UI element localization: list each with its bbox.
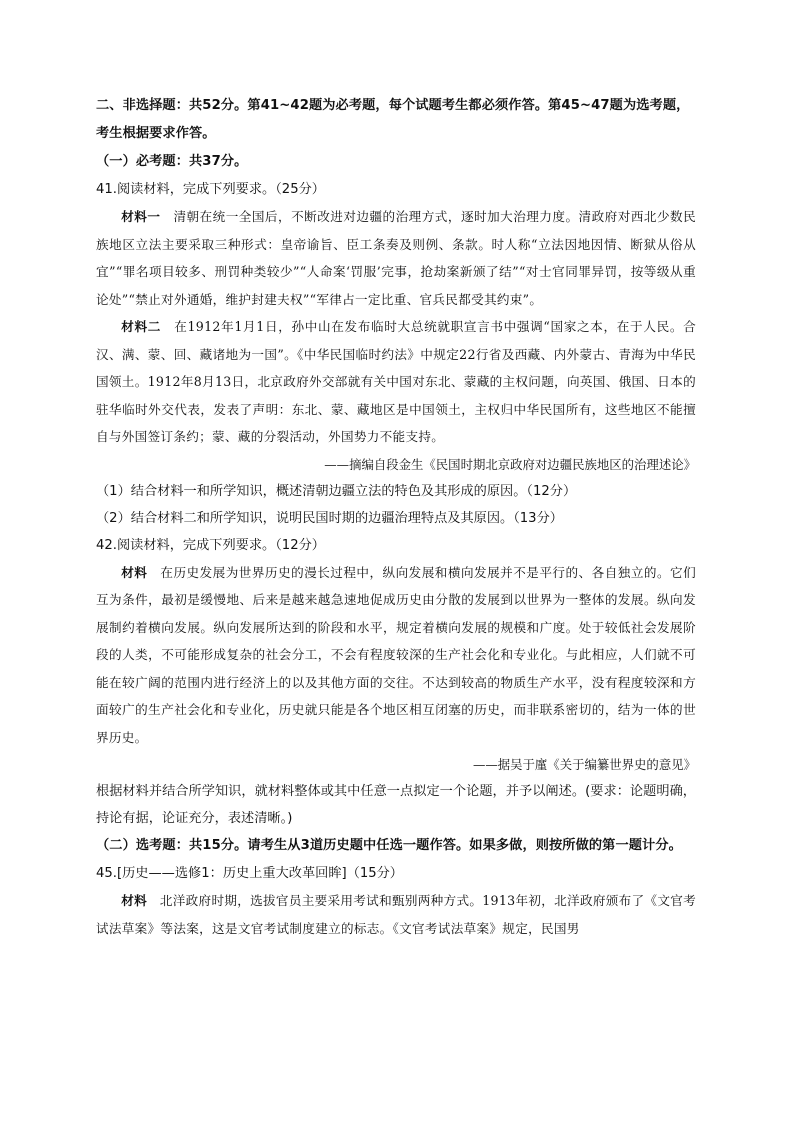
q45-prompt: 45.[历史——选修1：历史上重大改革回眸]（15分） (96, 866, 403, 881)
q41-source: ——摘编自段金生《民国时期北京政府对边疆民族地区的治理述论》 (324, 456, 696, 472)
q41-material-1-text: 清朝在统一全国后，不断改进对边疆的治理方式，逐时加大治理力度。清政府对西北少数民族地区立法主要采取三种形式：皇帝谕旨、臣工条奏及则例、条款。时人称“立法因地因情、断狱从俗从宜”“罪名项目较多、刑罚种类较少”“人命案‘罚服’完事，抢劫案新颁了结”“对士官同罪异罚，按等级从重论处”“禁止对外通婚，维护封建夫权”“军律占一定比重、官兵民都受其约束”。 (96, 209, 696, 307)
section-heading: 二、非选择题：共52分。第41~42题为必考题，每个试题考生都必须作答。第45~47题为选考题，考生根据要求作答。 (96, 98, 690, 141)
q41-material-2-text: 在1912年1月1日，孙中山在发布临时大总统就职宣言书中强调“国家之本，在于人民。合汉、满、蒙、回、藏诸地为一国”。《中华民国临时约法》中规定22行省及西藏、内外蒙古、青海为中华民国领土。1912年8月13日，北京政府外交部就有关中国对东北、蒙藏的主权问题，向英国、俄国、日本的驻华临时外交代表，发表了声明：东北、蒙、藏地区是中国领土，主权归中华民国所有，这些地区不能擅自与外国签订条约；蒙、藏的分裂活动，外国势力不能支持。 (96, 319, 696, 444)
q41-prompt: 41.阅读材料，完成下列要求。（25分） (96, 182, 325, 197)
q45-material-label: 材料 (121, 893, 147, 908)
q45-material-text: 北洋政府时期，选拔官员主要采用考试和甄别两种方式。1913年初，北洋政府颁布了《文官考试法草案》等法案，这是文官考试制度建立的标志。《文官考试法草案》规定，民国男 (96, 893, 696, 936)
q41-material-1-label: 材料一 (121, 209, 161, 224)
q42-prompt: 42.阅读材料，完成下列要求。（12分） (96, 537, 325, 553)
q42-source: ——据吴于廑《关于编纂世界史的意见》 (472, 757, 696, 772)
q42-material-label: 材料 (121, 564, 148, 580)
elective-heading: （二）选考题：共15分。请考生从3道历史题中任选一题作答。如果多做，则按所做的第一题计分。 (96, 838, 682, 853)
q42-task: 根据材料并结合所学知识，就材料整体或其中任意一点拟定一个论题，并予以阐述。(要求：论题明确，持论有据，论证充分，表述清晰。) (96, 784, 696, 826)
q41-material-2 (96, 313, 696, 451)
q42-material (96, 559, 696, 752)
q45-material (96, 887, 696, 942)
q41-sub-question-2: （2）结合材料二和所学知识，说明民国时期的边疆治理特点及其原因。（13分） (96, 510, 563, 526)
q41-sub-question-1: （1）结合材料一和所学知识，概述清朝边疆立法的特色及其形成的原因。（12分） (96, 483, 577, 499)
required-heading: （一）必考题：共37分。 (96, 154, 248, 169)
q41-material-2-label: 材料二 (121, 319, 161, 334)
q41-material-1 (96, 203, 696, 313)
q42-material-text: 在历史发展为世界历史的漫长过程中，纵向发展和横向发展并不是平行的、各自独立的。它们互为条件，最初是缓慢地、后来是越来越急速地促成历史由分散的发展到以世界为一整体的发展。纵向发展制约着横向发展。纵向发展所达到的阶段和水平，规定着横向发展的规模和广度。处于较低社会发展阶段的人类，不可能形成复杂的社会分工，不会有程度较深的生产社会化和专业化。与此相应，人们就不可能在较广阔的范围内进行经济上的以及其他方面的交往。不达到较高的物质生产水平，没有程度较深和方面较广的生产社会化和专业化，历史就只能是各个地区相互闭塞的历史，而非联系密切的，结为一体的世界历史。 (96, 564, 696, 745)
exam-content (96, 92, 696, 942)
